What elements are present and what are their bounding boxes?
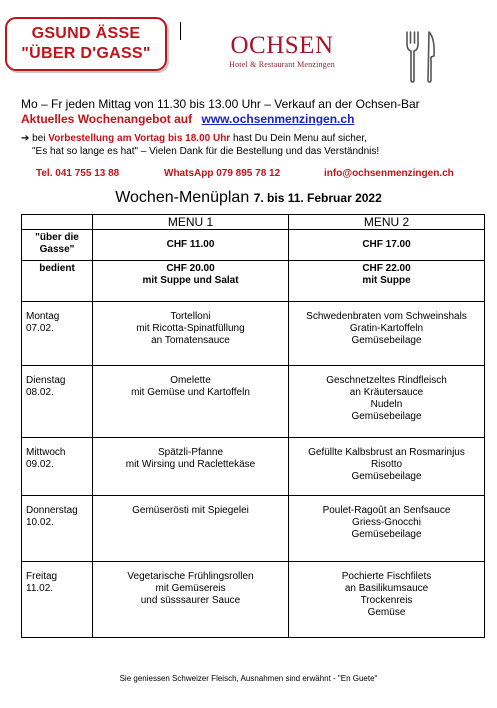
day-row-wednesday	[22, 438, 485, 496]
menu-table	[21, 214, 485, 638]
dish-line: Gemüsebeilage	[351, 335, 422, 346]
preorder-highlight: Vorbestellung am Vortag bis 18.00 Uhr	[48, 133, 231, 144]
whatsapp-number[interactable]: WhatsApp 079 895 78 12	[164, 168, 281, 179]
bedient-desc-menu-2: mit Suppe	[362, 275, 411, 286]
badge-line-2: "ÜBER D'GASS"	[21, 45, 151, 62]
dish-menu-1	[93, 496, 289, 562]
day-name: Donnerstag	[26, 505, 78, 516]
header-menu-2: MENU 2	[289, 215, 485, 230]
website-link[interactable]: www.ochsenmenzingen.ch	[201, 112, 355, 126]
bedient-menu-1	[93, 261, 289, 302]
dish-line: an Tomatensauce	[151, 335, 230, 346]
dish-line: mit Gemüse und Kartoffeln	[131, 387, 250, 398]
dish-menu-2	[289, 366, 485, 438]
bedient-price-menu-2: CHF 22.00	[362, 263, 411, 274]
dish-menu-2	[289, 496, 485, 562]
gasse-price-row	[22, 230, 485, 261]
bedient-label: bedient	[22, 261, 93, 302]
dish-line: Gemüse	[367, 607, 406, 618]
dish-line: Gratin-Kartoffeln	[349, 323, 424, 334]
bedient-price-menu-1: CHF 20.00	[166, 263, 215, 274]
dish-line: Nudeln	[370, 399, 403, 410]
dish-line: an Basilikumsauce	[344, 583, 429, 594]
dish-line: Pochierte Fischfilets	[341, 571, 432, 582]
dish-line: Schwedenbraten vom Schweinshals	[306, 311, 467, 322]
preorder-note	[21, 133, 367, 144]
menu-plan-dates: 7. bis 11. Februar 2022	[253, 191, 382, 205]
dish-line: mit Gemüsereis	[155, 583, 226, 594]
dish-menu-1	[93, 366, 289, 438]
day-cell	[22, 302, 93, 366]
day-cell	[22, 438, 93, 496]
dish-line: Gemüsebeilage	[351, 471, 422, 482]
badge-line-1: GSUND ÄSSE	[31, 25, 141, 42]
preorder-suffix: hast Du Dein Menu auf sicher,	[230, 133, 367, 144]
dish-menu-2	[289, 562, 485, 638]
dish-line: und süsssaurer Sauce	[140, 595, 241, 606]
dish-line: Trockenreis	[360, 595, 413, 606]
phone-number[interactable]: Tel. 041 755 13 88	[36, 168, 120, 179]
weekly-offer	[21, 112, 354, 126]
day-date: 11.02.	[26, 583, 54, 594]
dish-line: Gemüserösti mit Spiegelei	[132, 505, 249, 516]
dish-line: Vegetarische Frühlingsrollen	[127, 571, 254, 582]
dish-menu-2	[289, 302, 485, 366]
gasse-price-menu-1: CHF 11.00	[93, 230, 289, 261]
divider	[180, 22, 181, 40]
dish-line: Risotto	[370, 459, 403, 470]
dish-line: mit Wirsing und Raclettekäse	[125, 459, 256, 470]
dish-line: Spätzli-Pfanne	[157, 447, 224, 458]
opening-hours: Mo – Fr jeden Mittag von 11.30 bis 13.00 Uhr – Verkauf an der Ochsen-Bar	[21, 97, 420, 111]
header-empty	[22, 215, 93, 230]
logo-title: OCHSEN	[230, 32, 334, 59]
day-row-thursday	[22, 496, 485, 562]
day-row-friday	[22, 562, 485, 638]
dish-line: an Kräutersauce	[349, 387, 424, 398]
gasse-label: "über die Gasse"	[22, 230, 93, 261]
day-name: Freitag	[26, 571, 58, 582]
day-cell	[22, 496, 93, 562]
dish-line: Gemüsebeilage	[351, 411, 422, 422]
dish-menu-1	[93, 438, 289, 496]
preorder-prefix: bei	[29, 133, 49, 144]
day-date: 09.02.	[26, 459, 54, 470]
bedient-price-row	[22, 261, 485, 302]
day-cell	[22, 562, 93, 638]
menu-header-row	[22, 215, 485, 230]
day-name: Dienstag	[26, 375, 66, 386]
logo-subtitle: Hotel & Restaurant Menzingen	[229, 60, 335, 69]
day-date: 07.02.	[26, 323, 54, 334]
dish-line: Omelette	[170, 375, 211, 386]
dish-line: Gemüsebeilage	[351, 529, 422, 540]
dish-menu-1	[93, 562, 289, 638]
dish-menu-1	[93, 302, 289, 366]
dish-line: Griess-Gnocchi	[352, 517, 421, 528]
dish-line: Gefüllte Kalbsbrust an Rosmarinjus	[308, 447, 465, 458]
day-row-tuesday	[22, 366, 485, 438]
day-row-monday	[22, 302, 485, 366]
fork-knife-icon	[402, 28, 438, 84]
day-date: 10.02.	[26, 517, 54, 528]
email-address[interactable]: info@ochsenmenzingen.ch	[324, 168, 454, 179]
header-menu-1: MENU 1	[93, 215, 289, 230]
day-name: Montag	[26, 311, 60, 322]
arrow-icon: ➔	[21, 133, 30, 144]
bedient-desc-menu-1: mit Suppe und Salat	[142, 275, 239, 286]
dish-menu-2	[289, 438, 485, 496]
day-cell	[22, 366, 93, 438]
dish-line: Geschnetzeltes Rindfleisch	[326, 375, 447, 386]
dish-line: Tortelloni	[170, 311, 211, 322]
footer-note: Sie geniessen Schweizer Fleisch, Ausnahmen sind erwähnt - "En Guete"	[119, 674, 378, 683]
bedient-menu-2	[289, 261, 485, 302]
gsund-aesse-badge	[5, 17, 167, 71]
weekly-offer-label: Aktuelles Wochenangebot auf	[21, 112, 193, 126]
day-name: Mittwoch	[26, 447, 66, 458]
gasse-price-menu-2: CHF 17.00	[289, 230, 485, 261]
thanks-note: "Es hat so lange es hat" – Vielen Dank für die Bestellung und das Verständnis!	[32, 146, 380, 157]
dish-line: mit Ricotta-Spinatfüllung	[136, 323, 245, 334]
ochsen-logo	[202, 32, 362, 69]
menu-plan-title: Wochen-Menüplan	[115, 189, 250, 206]
day-date: 08.02.	[26, 387, 54, 398]
dish-line: Poulet-Ragoût an Senfsauce	[322, 505, 451, 516]
page-title	[0, 189, 497, 207]
